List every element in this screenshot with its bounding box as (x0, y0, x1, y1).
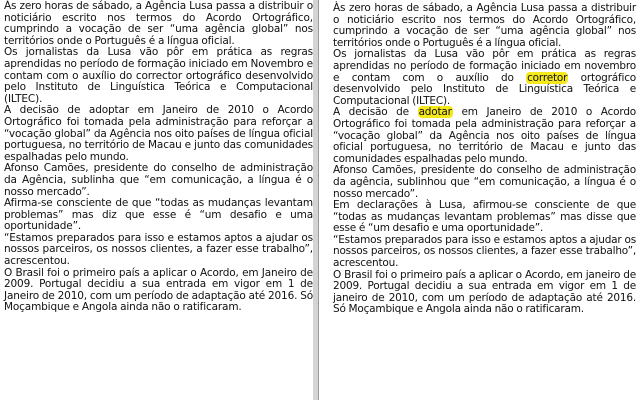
paragraph-text: Os jornalistas da Lusa vão pôr em prática as regras aprendidas no período de formação iniciado em novembro e contam com o auxílio do (333, 48, 636, 84)
paragraph: O Brasil foi o primeiro país a aplicar o Acordo, em Janeiro de 2009. Portugal decidiu a sua entrada em vigor em 1 de Janeiro de 2010, com um período de adaptação até 2016. Só Moçambique e Angola ainda não o ratificaram. (4, 266, 313, 314)
paragraph (333, 107, 636, 165)
paragraph: Afirma-se consciente de que “todas as mudanças levantam problemas” mas diz que esse é “um desafio e uma oportunidade”. (4, 197, 313, 233)
paragraph: O Brasil foi o primeiro país a aplicar o Acordo, em janeiro de 2009. Portugal decidiu a sua entrada em vigor em 1 de janeiro de 2010, com um período de adaptação até 2016. Só Moçambique e Angola ainda não o ratificaram. (333, 268, 636, 316)
paragraph: “Estamos preparados para isso e estamos aptos a ajudar os nossos parceiros, os nossos clientes, a fazer esse trabalho”, acrescentou. (4, 231, 313, 268)
paragraph: Em declarações à Lusa, afirmou-se consciente de que “todas as mudanças levantam problemas” mas disse que esse é “um desafio e uma oportunidade”. (333, 199, 636, 235)
paragraph: Às zero horas de sábado, a Agência Lusa passa a distribuir o noticiário escrito nos termos do Acordo Ortográfico, cumprindo a vocação de ser “uma agência global” nos territórios onde o Português é a língua oficial. (4, 0, 313, 47)
paragraph: A decisão de adoptar em Janeiro de 2010 o Acordo Ortográfico foi tomada pela administração para reforçar a “vocação global” da Agência nos oito países de língua oficial portuguesa, no território de Macau e junto das comunidades espalhadas pelo mundo. (4, 104, 313, 163)
paragraph-text: em Janeiro de 2010 o Acordo Ortográfico foi tomada pela administração para reforçar a “vocação global” da Agência nos oito países de língua oficial portuguesa, no território de Macau e junto das comunidades espalhadas pelo mundo. (333, 106, 637, 165)
paragraph-text: ortográfico desenvolvido pelo Instituto de Linguística Teórica e Computacional (ILTEC). (333, 71, 636, 107)
paragraph: Os jornalistas da Lusa vão pôr em prática as regras aprendidas no período de formação iniciado em Novembro e contam com o auxílio do corrector ortográfico desenvolvido pelo Instituto de Linguística Teórica e Computacional (ILTEC). (4, 46, 313, 105)
paragraph: “Estamos preparados para isso e estamos aptos a ajudar os nossos parceiros, os nossos clientes, a fazer esse trabalho”, acrescentou. (333, 233, 636, 270)
original-text-column (0, 0, 313, 400)
revised-text-column (318, 0, 640, 400)
paragraph-text: A decisão de (333, 106, 418, 119)
paragraph: Afonso Camões, presidente do conselho de administração da Agência, sublinha que “em comunicação, a língua é o nosso mercado”. (4, 162, 313, 198)
highlighted-word-adotar: adotar (418, 106, 452, 119)
highlighted-word-corretor: corretor (527, 71, 568, 84)
paragraph: Afonso Camões, presidente do conselho de administração da agência, sublinhou que “em comunicação, a língua é o nosso mercado”. (333, 164, 636, 200)
paragraph: Às zero horas de sábado, a Agência Lusa passa a distribuir o noticiário escrito nos termos do Acordo Ortográfico, cumprindo a vocação de ser “uma agência global” nos territórios onde o Português é a língua oficial. (333, 2, 636, 49)
paragraph (333, 49, 636, 107)
